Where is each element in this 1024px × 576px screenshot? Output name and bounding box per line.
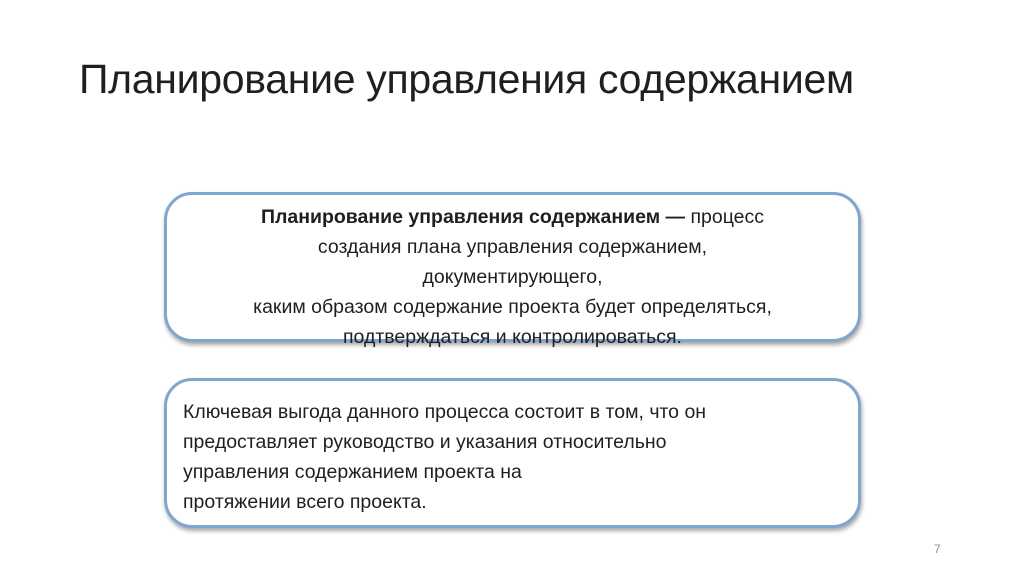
- definition-line-3: документирующего,: [422, 266, 603, 288]
- slide-title: Планирование управления содержанием: [79, 56, 854, 102]
- definition-box: [164, 192, 861, 348]
- benefit-line-1: Ключевая выгода данного процесса состоит в том, что он: [183, 401, 707, 423]
- definition-line-1: [167, 202, 858, 232]
- definition-line-5: подтверждаться и контролироваться.: [343, 326, 682, 348]
- definition-line-4: каким образом содержание проекта будет определяться,: [253, 296, 772, 318]
- page-number: 7: [934, 542, 941, 556]
- benefit-line-4: протяжении всего проекта.: [183, 491, 427, 513]
- definition-term: Планирование управления содержанием —: [260, 206, 686, 228]
- benefit-box: [164, 378, 861, 528]
- definition-line-2: создания плана управления содержанием,: [317, 236, 708, 258]
- benefit-line-2: предоставляет руководство и указания относительно: [183, 431, 667, 453]
- definition-line-1-rest: процесс: [685, 206, 765, 228]
- benefit-line-3: управления содержанием проекта на: [183, 461, 522, 483]
